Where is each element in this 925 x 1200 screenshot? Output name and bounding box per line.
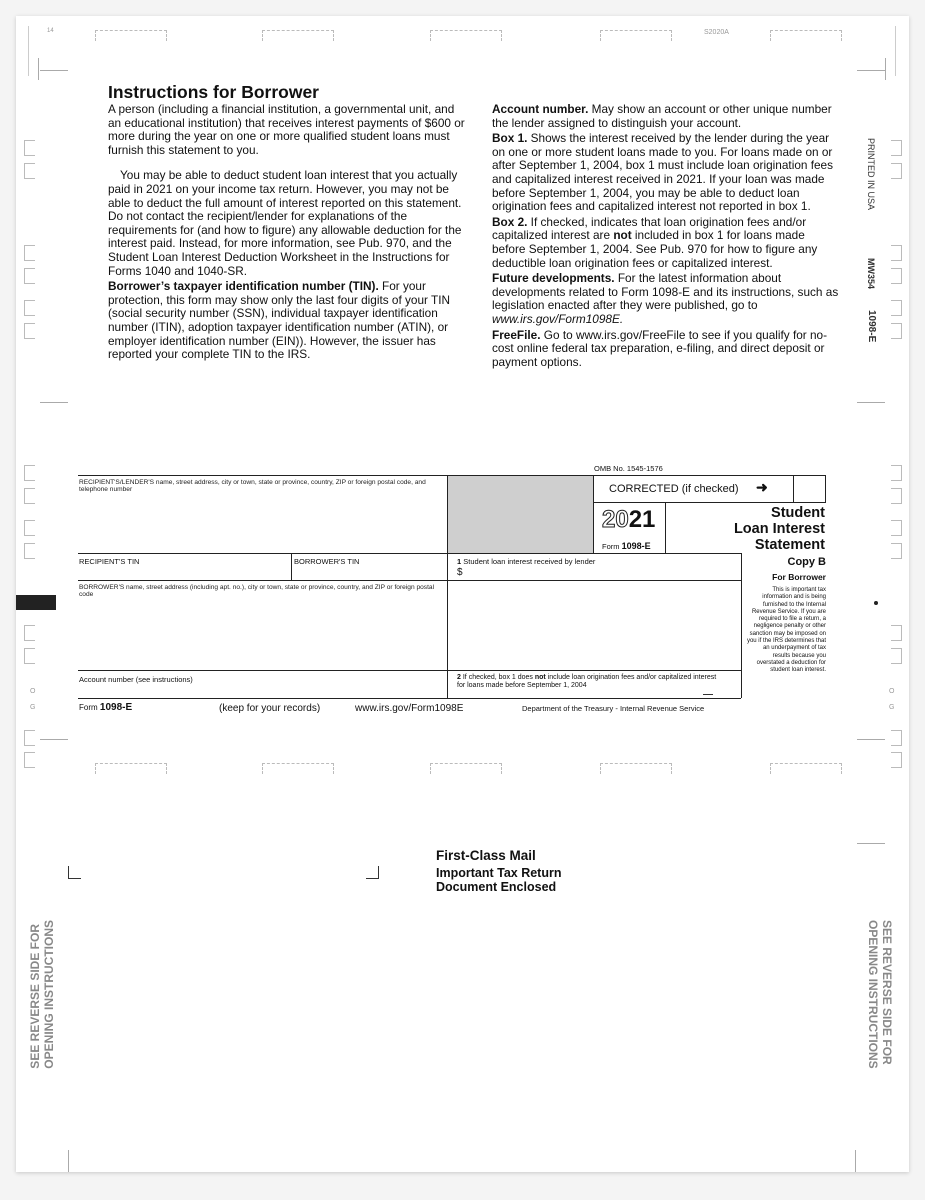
box2-not: not [613,228,632,243]
mw-code: MW354 [866,258,876,290]
side-note-left-line1: SEE REVERSE SIDE FOR [28,923,42,1069]
instructions-account [492,103,840,130]
title-line2: Loan Interest [733,521,825,537]
important-notice: This is important tax information and is being furnished to the Internal Revenue Service. If you are required to file a return, a negligence penalty or other sanction may be imposed on you if the IRS determines that an underpayment of tax results because you overstated a deduction for student loan interest. [746,587,826,674]
instructions-right-column [492,103,840,369]
corrected-label: CORRECTED (if checked) [609,483,739,495]
borrower-address-label: BORROWER'S name, street address (including apt. no.), city or town, state or province, country, and ZIP or foreign postal code [79,584,435,598]
arrow-right-icon: ➜ [756,479,768,495]
future-text: For the latest information about developments related to Form 1098-E and its instructions, such as legislation enacted after they were published, go to [492,271,839,313]
year-bold: 21 [628,506,656,533]
borrower-tin-field[interactable] [294,567,444,579]
for-borrower-label: For Borrower [772,572,826,582]
margin-o-left: O [30,688,36,695]
black-tab-mark [16,595,56,610]
printed-in-usa: PRINTED IN USA [866,138,876,211]
side-note-right-line1: SEE REVERSE SIDE FOR [880,920,894,1065]
freefile-text: Go to www.irs.gov/FreeFile to see if you qualify for no-cost online federal tax preparation, e-filing, and direct deposit or payment options. [492,327,828,369]
account-text: May show an account or other unique number the lender assigned to distinguish your account. [492,102,832,130]
form-word: Form [602,542,620,551]
future-heading: Future developments. [492,271,615,286]
important-tax-return: Important Tax Return [436,866,562,880]
instructions-tin [108,280,466,362]
form-code: S2020A [704,29,729,36]
form-title [668,505,825,553]
box1-label [457,557,595,566]
year-outline: 20 [602,506,629,533]
box2-text-b: included in box 1 for loans made before September 1, 2004. See Pub. 970 for how to figure any deductible loan origination fees or capitalized interest. [492,228,818,270]
box2-heading: Box 2. [492,214,528,229]
footer-form-word: Form [79,703,98,712]
margin-o-right: O [889,688,895,695]
form-number: 1098-E [621,541,651,551]
page-number: 14 [47,28,54,34]
margin-form-code: 1098-E [866,310,877,343]
dot-mark [874,601,878,605]
account-number-label: Account number (see instructions) [79,675,193,684]
freefile-heading: FreeFile. [492,327,541,342]
corrected-checkbox[interactable] [794,476,825,502]
box2-checkbox[interactable] [703,684,713,695]
instructions-left-column [108,103,466,362]
first-class-mail: First-Class Mail [436,848,536,863]
gray-shaded-box [448,476,593,553]
box2-label-b: include loan origination fees and/or capitalized interest for loans made before September 1, 2004 [457,674,717,689]
side-note-left [28,920,56,1069]
box1-heading: Box 1. [492,131,528,146]
instructions-title: Instructions for Borrower [108,82,319,102]
margin-g-right: G [889,704,895,711]
margin-g-left: G [30,704,36,711]
footer-form-number: 1098-E [99,702,133,713]
box2-label-a: If checked, box 1 does [462,674,535,681]
box1-amount-field[interactable] [468,566,738,579]
form-1098e [78,462,828,717]
instructions-box1 [492,132,840,214]
instructions-deduction: You may be able to deduct student loan interest that you actually paid in 2021 on your income tax return. However, you may not be able to deduct the full amount of interest reported on this statement. Do not contact the recipient/lender for explanations of the requirements for (and how to figure) any allowable deduction for the interest paid. Instead, for more information, see Pub. 970, and the Student Loan Interest Deduction Worksheet in the Instructions for Forms 1040 and 1040-SR. [108,168,462,278]
side-note-right [866,920,894,1069]
footer-form [79,702,132,713]
borrower-tin-label: BORROWER'S TIN [294,557,360,566]
box1-label-text: Student loan interest received by lender [463,557,596,566]
recipient-tin-label: RECIPIENT'S TIN [79,557,140,566]
box2-label-not: not [534,674,546,681]
tin-heading: Borrower’s taxpayer identification number (TIN). [108,279,379,294]
lender-label: RECIPIENT'S/LENDER'S name, street address, city or town, state or province, country, ZIP or foreign postal code, and telephone number [79,479,426,493]
side-note-right-line2: OPENING INSTRUCTIONS [866,920,880,1069]
document-enclosed: Document Enclosed [436,880,557,894]
title-line1: Student [771,505,825,521]
box1-number: 1 [457,557,462,566]
box2-number: 2 [457,674,461,681]
account-heading: Account number. [492,102,589,116]
account-number-field[interactable] [79,685,445,697]
recipient-tin-field[interactable] [79,567,289,579]
box2-label [457,674,719,690]
footer-url[interactable]: www.irs.gov/Form1098E [355,703,464,714]
lender-field[interactable] [79,490,445,550]
instructions-box2 [492,216,840,270]
instructions-future [492,272,840,326]
form-number-label [602,541,651,551]
instructions-intro: A person (including a financial institution, a governmental unit, and an educational institution) that receives interest payments of $600 or more during the year on one or more qualified student loans must furnish this statement to you. [108,102,465,157]
borrower-address-field[interactable] [79,594,445,668]
copy-b-label: Copy B [787,556,826,568]
tin-text: For your protection, this form may show only the last four digits of your TIN (social security number (SSN), individual taxpayer identification number (ITIN), adoption taxpayer identification number (ATIN), or employer identification number (EIN)). However, the issuer has reported your complete TIN to the IRS. [108,279,451,362]
mail-block [436,848,561,894]
box1-text: Shows the interest received by the lender during the year on one or more student loans made to you. For loans made on or after September 1, 2004, box 1 must include loan origination fees and capitalized interest received in 2021. If your loan was made before September 1, 2004, you may be able to deduct loan origination fees and capitalized interest not reported in box 1. [492,131,834,214]
dollar-sign: $ [457,567,463,578]
omb-number: OMB No. 1545-1576 [594,464,663,473]
instructions-freefile [492,329,840,370]
future-url[interactable]: www.irs.gov/Form1098E. [492,311,624,326]
footer-keep: (keep for your records) [219,703,321,714]
tax-year [602,508,655,532]
title-line3: Statement [754,537,825,553]
box2-text-a: If checked, indicates that loan origination fees and/or capitalized interest are [492,214,807,243]
footer-department: Department of the Treasury - Internal Revenue Service [522,704,705,713]
side-note-left-line2: OPENING INSTRUCTIONS [42,920,56,1069]
